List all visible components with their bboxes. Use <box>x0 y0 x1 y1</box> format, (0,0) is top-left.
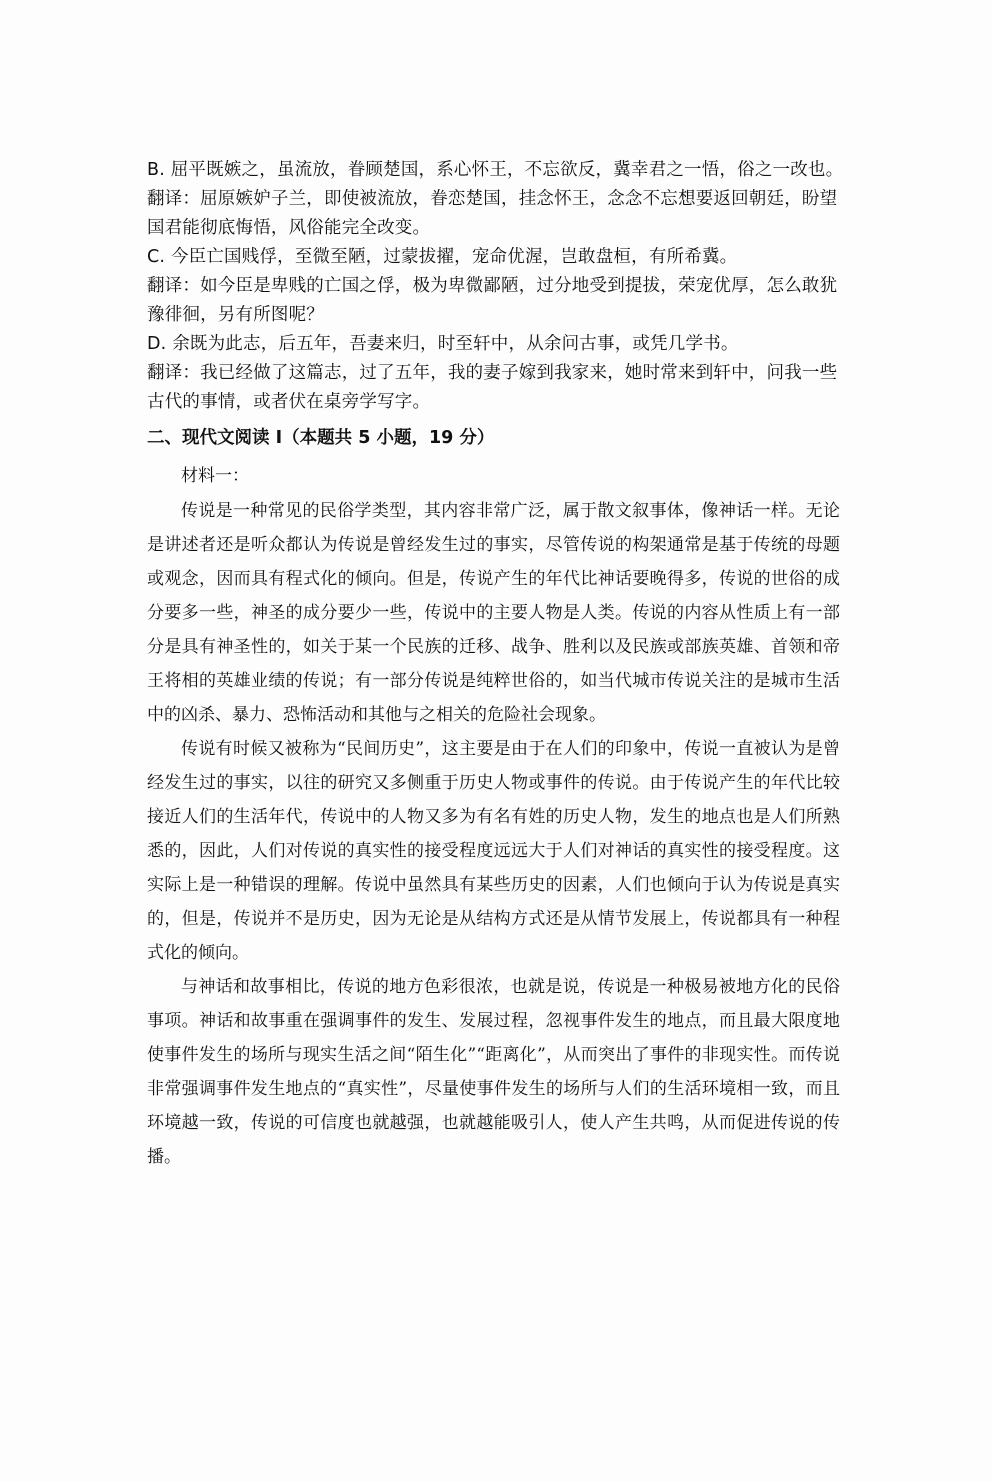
option-b-translation: 翻译：屈原嫉妒子兰，即使被流放，眷恋楚国，挂念怀王，念念不忘想要返回朝廷，盼望国君能彻底悔悟，风俗能完全改变。 <box>147 189 838 238</box>
paragraph: 传说是一种常见的民俗学类型，其内容非常广泛，属于散文叙事体，像神话一样。无论是讲述者还是听众都认为传说是曾经发生过的事实，尽管传说的构架通常是基于传统的母题或观念，因而具有程式化的倾向。但是，传说产生的年代比神话要晚得多，传说的世俗的成分要多一些，神圣的成分要少一些，传说中的主要人物是人类。传说的内容从性质上有一部分是具有神圣性的，如关于某一个民族的迁移、战争、胜利以及民族或部族英雄、首领和帝王将相的英雄业绩的传说；有一部分传说是纯粹世俗的，如当代城市传说关注的是城市生活中的凶杀、暴力、恐怖活动和其他与之相关的危险社会现象。 <box>147 501 840 725</box>
material-one-body <box>147 494 840 1174</box>
option-c-translation: 翻译：如今臣是卑贱的亡国之俘，极为卑微鄙陋，过分地受到提拔，荣宠优厚，怎么敢犹豫徘徊，另有所图呢？ <box>147 276 838 325</box>
option-c-text: C. 今臣亡国贱俘，至微至陋，过蒙拔擢，宠命优渥，岂敢盘桓，有所希冀。 <box>147 247 738 267</box>
option-d-text: D. 余既为此志，后五年，吾妻来归，时至轩中，从余问古事，或凭几学书。 <box>147 334 739 354</box>
translation-options <box>147 156 847 417</box>
option-d-translation: 翻译：我已经做了这篇志，过了五年，我的妻子嫁到我家来，她时常来到轩中，问我一些古代的事情，或者伏在桌旁学写字。 <box>147 363 838 412</box>
section-heading: 二、现代文阅读 I（本题共 5 小题，19 分） <box>147 428 495 448</box>
option-b-text: B. 屈平既嫉之，虽流放，眷顾楚国，系心怀王，不忘欲反，冀幸君之一悟，俗之一改也。 <box>147 160 844 180</box>
paragraph: 与神话和故事相比，传说的地方色彩很浓，也就是说，传说是一种极易被地方化的民俗事项。神话和故事重在强调事件的发生、发展过程，忽视事件发生的地点，而且最大限度地使事件发生的场所与现实生活之间“陌生化”“距离化”，从而突出了事件的非现实性。而传说非常强调事件发生地点的“真实性”，尽量使事件发生的场所与人们的生活环境相一致，而且环境越一致，传说的可信度也就越强，也就越能吸引人，使人产生共鸣，从而促进传说的传播。 <box>147 977 840 1167</box>
paragraph: 传说有时候又被称为“民间历史”，这主要是由于在人们的印象中，传说一直被认为是曾经发生过的事实，以往的研究又多侧重于历史人物或事件的传说。由于传说产生的年代比较接近人们的生活年代，传说中的人物又多为有名有姓的历史人物，发生的地点也是人们所熟悉的，因此，人们对传说的真实性的接受程度远远大于人们对神话的真实性的接受程度。这实际上是一种错误的理解。传说中虽然具有某些历史的因素，人们也倾向于认为传说是真实的，但是，传说并不是历史，因为无论是从结构方式还是从情节发展上，传说都具有一种程式化的倾向。 <box>147 739 840 963</box>
material-label: 材料一： <box>181 466 249 486</box>
